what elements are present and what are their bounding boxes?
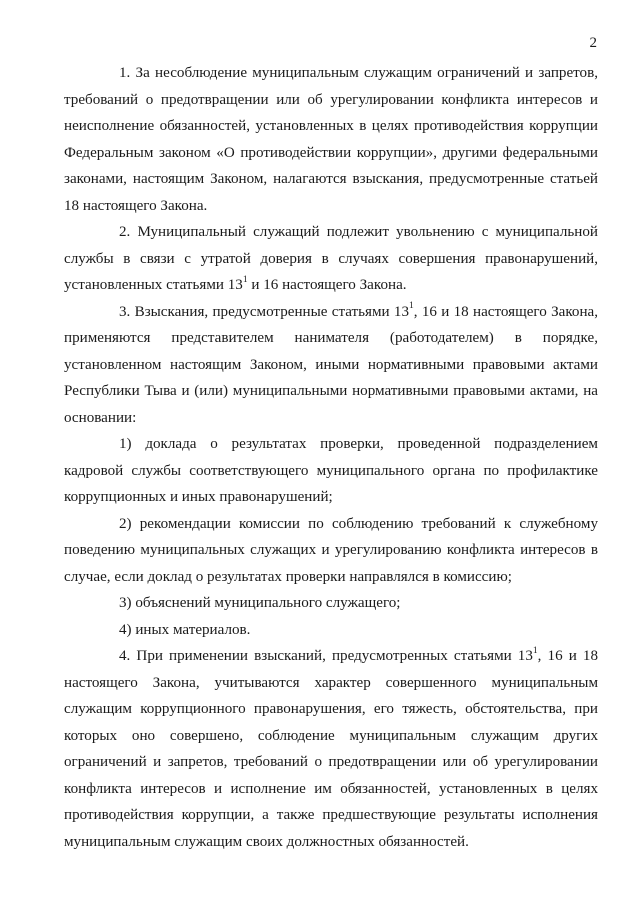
paragraph-text: , 16 и 18 настоящего Закона, применяются представителем нанимателя (работодателем) в порядке, установленном настоящим Законом, иными нормативными правовыми актами Республики Тыва и (или) муниципальными нормативными правовыми актами, на основании:: [64, 303, 598, 426]
paragraph-text: 3. Взыскания, предусмотренные статьями 13: [119, 303, 409, 320]
paragraph-text: 2) рекомендации комиссии по соблюдению требований к служебному поведению муниципальных служащих и урегулированию конфликта интересов в случае, если доклад о результатах проверки направлялся в комиссию;: [64, 515, 598, 585]
paragraph-text: 4) иных материалов.: [119, 621, 251, 638]
paragraph-text: 2. Муниципальный служащий подлежит увольнению с муниципальной службы в связи с утратой доверия в случаях совершения правонарушений, установленных статьями 13: [64, 224, 598, 293]
paragraph: [64, 431, 598, 511]
paragraph: [64, 219, 598, 299]
paragraph: [64, 643, 598, 855]
paragraph-text: 4. При применении взысканий, предусмотренных статьями 13: [119, 648, 533, 664]
paragraph-text: 3) объяснений муниципального служащего;: [119, 595, 401, 611]
superscript: 1: [532, 645, 538, 656]
paragraph: [64, 60, 598, 219]
document-body: [64, 60, 598, 855]
superscript: 1: [409, 301, 414, 312]
paragraph: [64, 590, 598, 617]
page-number: 2: [589, 35, 597, 51]
paragraph-text: 1) доклада о результатах проверки, проведенной подразделением кадровой службы соответствующего муниципального органа по профилактике коррупционных и иных правонарушений;: [64, 436, 598, 505]
paragraph: [64, 511, 598, 591]
paragraph: [64, 617, 598, 644]
paragraph-text: и 16 настоящего Закона.: [247, 277, 407, 293]
paragraph-text: , 16 и 18 настоящего Закона, учитываются характер совершенного муниципальным служащим коррупционного правонарушения, его тяжесть, обстоятельства, при которых оно совершено, соблюдение муниципальным служащим других ограничений и запретов, требований о предотвращении или об урегулировании конфликта интересов и исполнение им обязанностей, установленных в целях противодействия коррупции, а также предшествующие результаты исполнения муниципальным служащим своих должностных обязанностей.: [64, 648, 598, 850]
paragraph-text: 1. За несоблюдение муниципальным служащим ограничений и запретов, требований о предотвращении или об урегулировании конфликта интересов и неисполнение обязанностей, установленных в целях противодействия коррупции Федеральным законом «О противодействии коррупции», другими федеральными законами, настоящим Законом, налагаются взыскания, предусмотренные статьей 18 настоящего Закона.: [64, 65, 598, 214]
paragraph: [64, 299, 598, 432]
superscript: 1: [242, 274, 248, 285]
